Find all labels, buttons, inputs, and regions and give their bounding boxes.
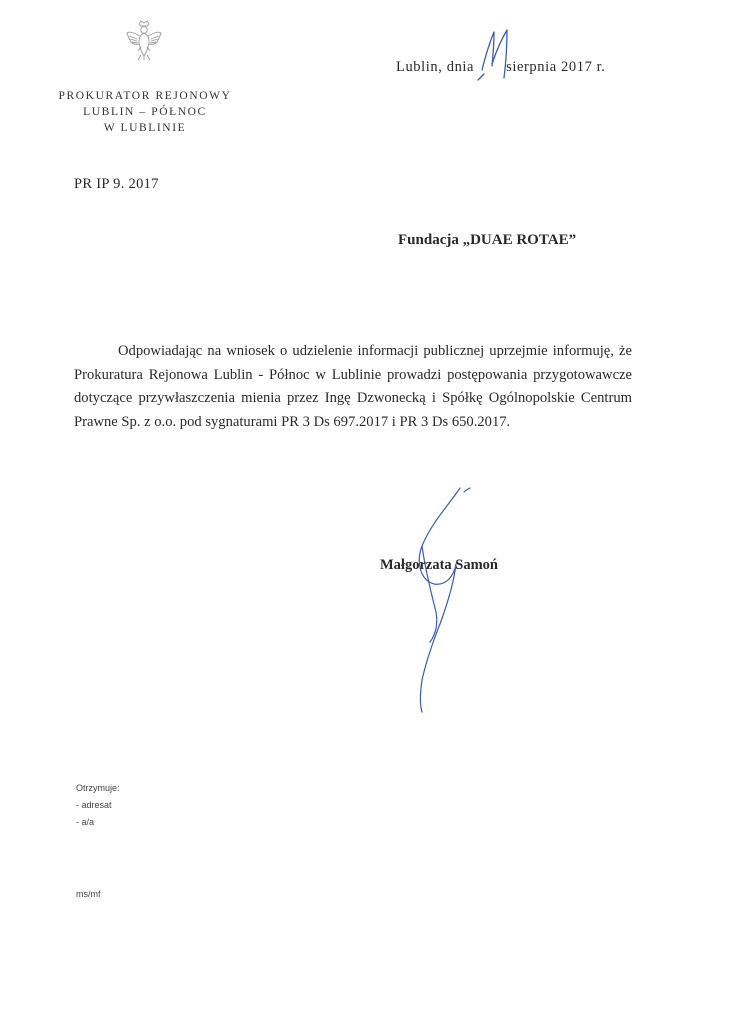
letter-body: Odpowiadając na wniosek o udzielenie informacji publicznej uprzejmie informuję, że Prokuratura Rejonowa Lublin - Północ w Lublinie prowadzi postępowania przygotowawcze dotyczące przywłaszczenia mienia przez Ingę Dzwonecką i Spółkę Ogólnopolskie Centrum Prawne Sp. z o.o. pod sygnaturami PR 3 Ds 697.2017 i PR 3 Ds 650.2017. [74,343,632,430]
authority-line: LUBLIN – PÓŁNOC [83,106,207,118]
handwritten-signature [392,484,482,716]
polish-eagle-emblem-icon [122,18,166,62]
place-date-suffix: sierpnia 2017 r. [506,59,606,75]
author-initials: ms/mf [76,889,101,899]
distribution-list [76,780,120,831]
authority-line: W LUBLINIE [103,122,187,134]
signatory-name: Małgorzata Samoń [380,557,498,573]
authority-line: PROKURATOR REJONOWY [58,90,232,102]
handwritten-day-ink [476,26,520,82]
case-number: PR IP 9. 2017 [74,176,159,192]
place-date-prefix: Lublin, dnia [396,59,475,75]
distribution-heading: Otrzymuje: [76,783,120,793]
distribution-item: - adresat [76,800,112,810]
recipient: Fundacja „DUAE ROTAE” [398,232,577,248]
distribution-item: - a/a [76,817,95,827]
issuing-authority [40,88,250,136]
